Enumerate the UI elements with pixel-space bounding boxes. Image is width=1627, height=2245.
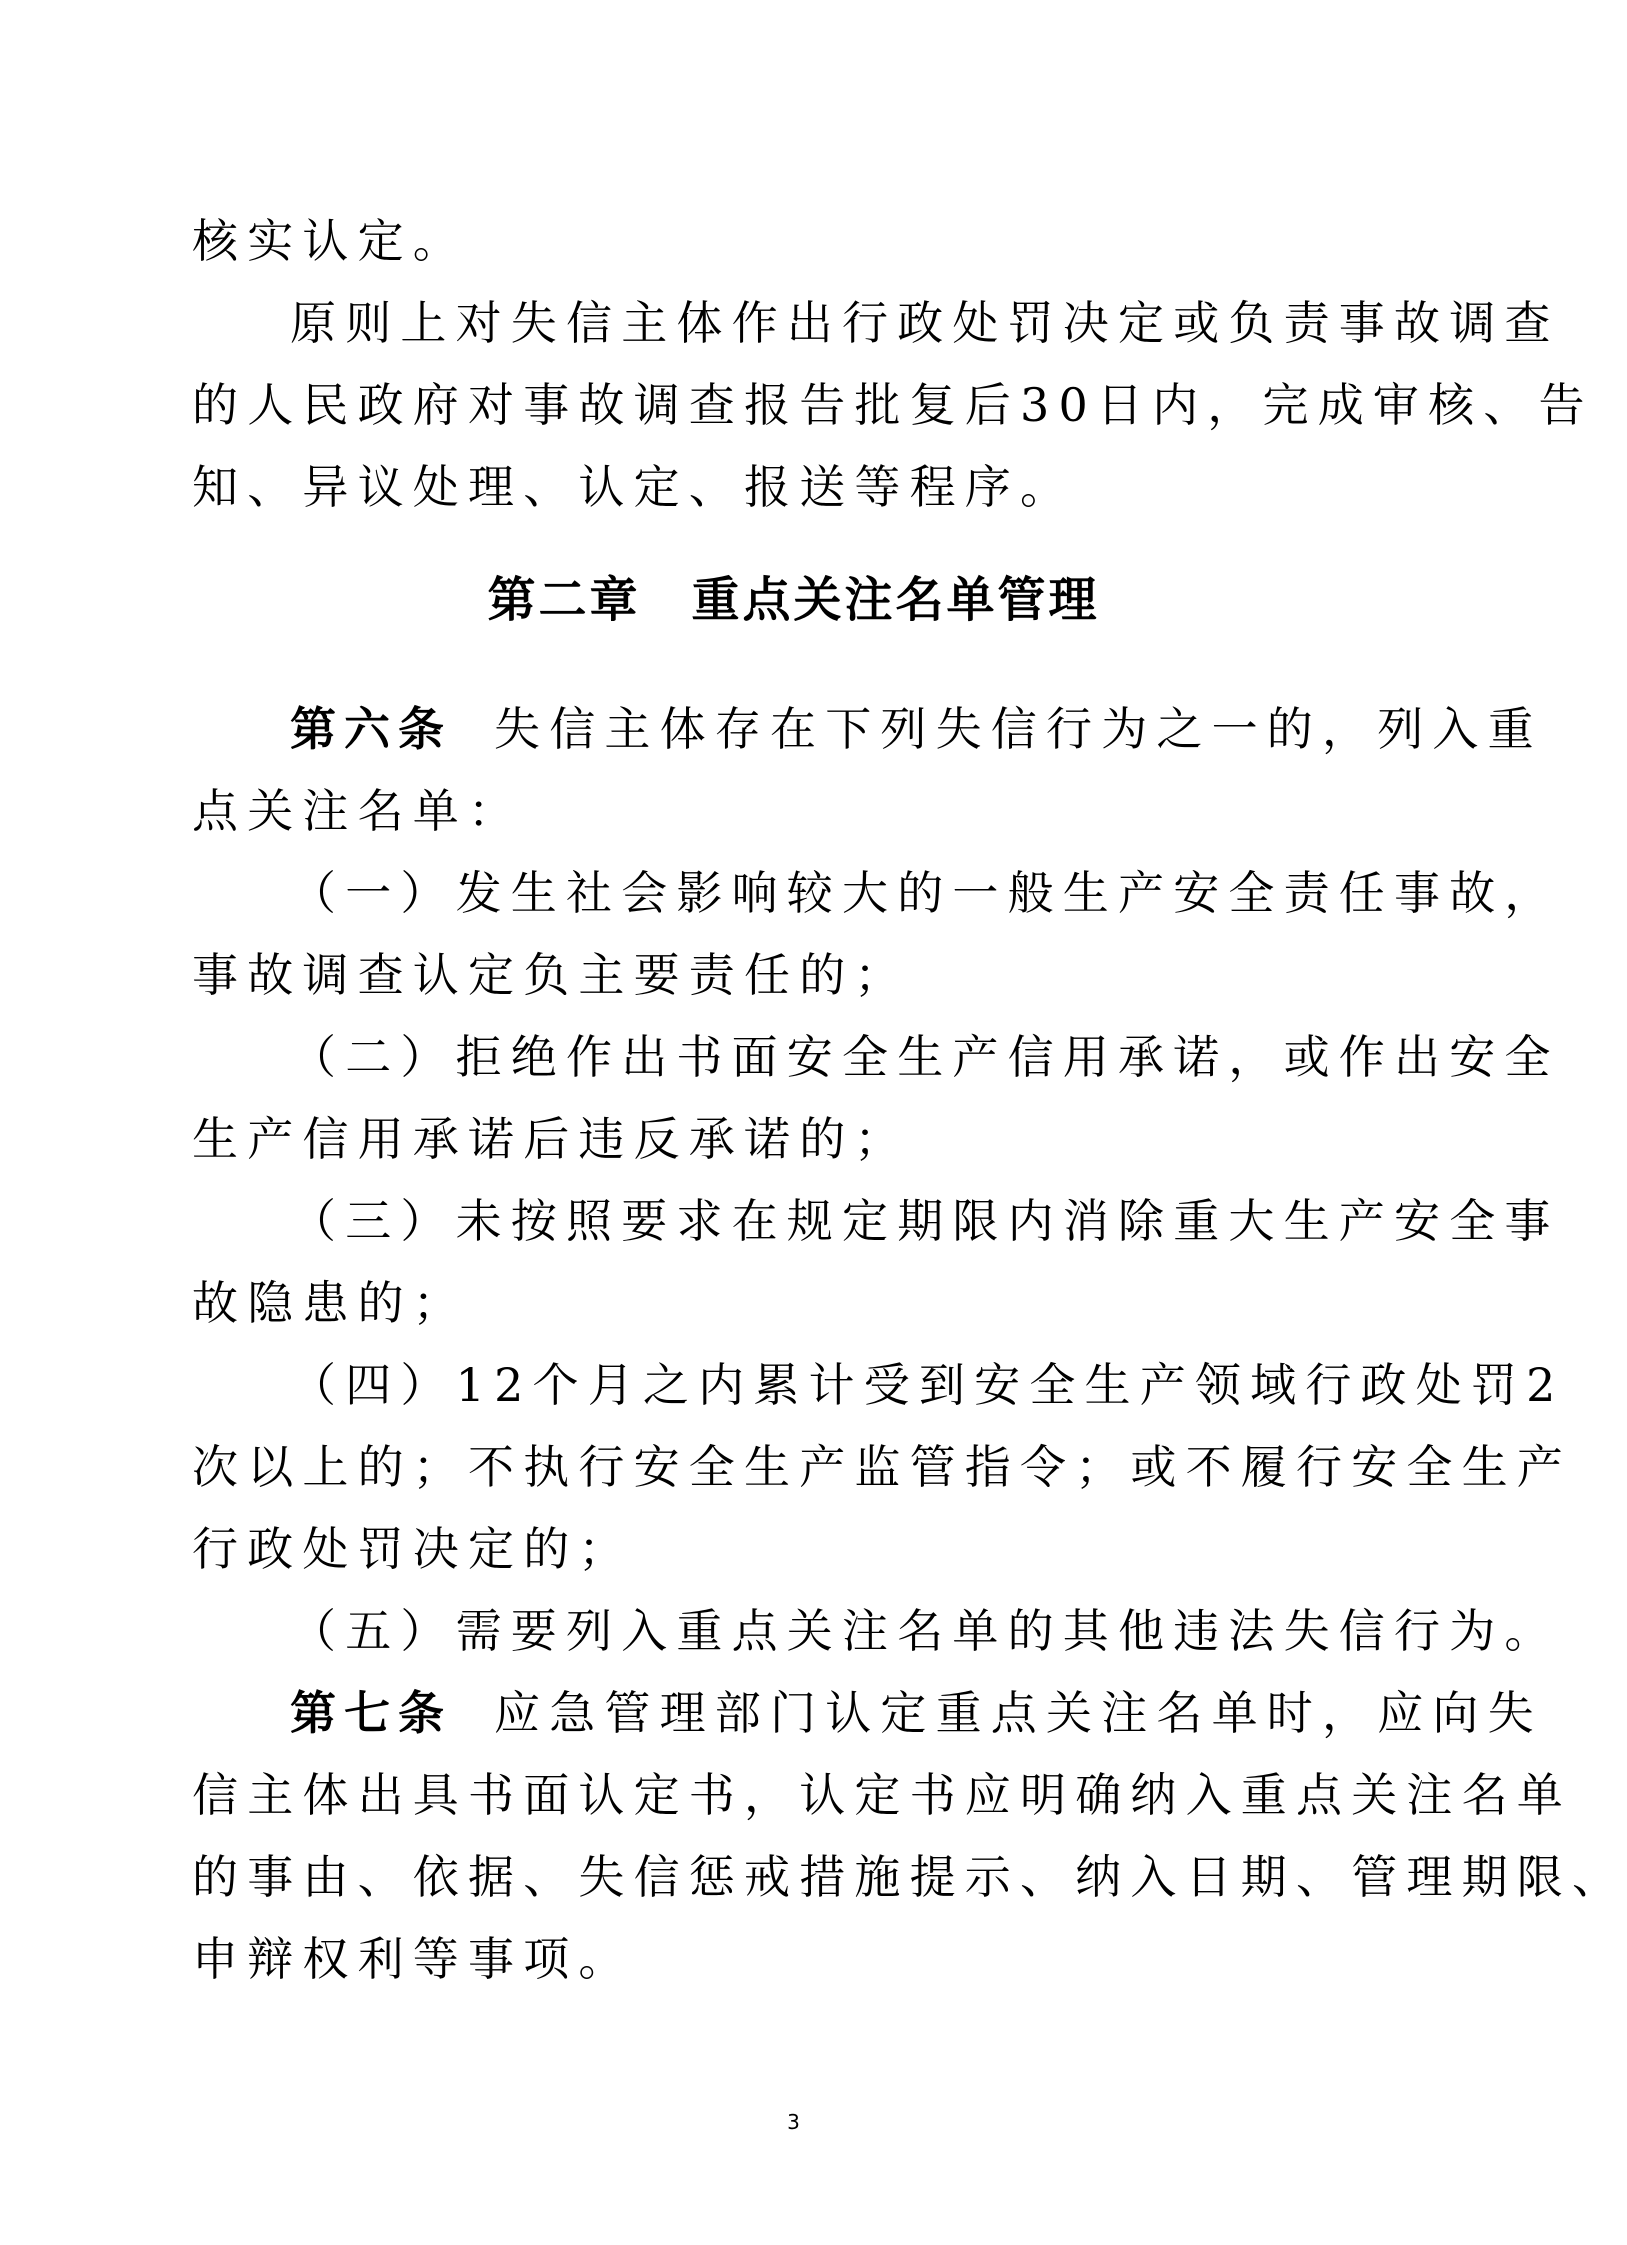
list-item-continuation: 次以上的；不执行安全生产监管指令；或不履行安全生产 <box>192 1440 1572 1494</box>
article-seven-text: 应急管理部门认定重点关注名单时，应向失 <box>494 1686 1543 1740</box>
article-six-line <box>290 688 1543 770</box>
paragraph-line: 信主体出具书面认定书，认定书应明确纳入重点关注名单 <box>192 1768 1572 1822</box>
page-number: 3 <box>787 2110 800 2134</box>
paragraph-line: 申辩权利等事项。 <box>192 1932 634 1986</box>
chapter-title: 第二章 重点关注名单管理 <box>487 572 1100 628</box>
article-seven-label: 第七条 <box>290 1686 452 1740</box>
list-item-continuation: 事故调查认定负主要责任的； <box>192 948 910 1002</box>
list-item: （二）拒绝作出书面安全生产信用承诺，或作出安全 <box>290 1030 1560 1084</box>
article-six-text: 失信主体存在下列失信行为之一的，列入重 <box>494 702 1543 756</box>
list-item-continuation: 行政处罚决定的； <box>192 1522 634 1576</box>
paragraph-line: 点关注名单： <box>192 784 524 838</box>
list-item-continuation: 故隐患的； <box>192 1276 468 1330</box>
list-item: （四）12个月之内累计受到安全生产领域行政处罚2 <box>290 1358 1565 1412</box>
list-item: （五）需要列入重点关注名单的其他违法失信行为。 <box>290 1604 1560 1658</box>
article-seven-line <box>290 1672 1543 1754</box>
paragraph-line: 核实认定。 <box>192 214 468 268</box>
paragraph-line: 知、异议处理、认定、报送等程序。 <box>192 460 1076 514</box>
list-item: （三）未按照要求在规定期限内消除重大生产安全事 <box>290 1194 1560 1248</box>
list-item-continuation: 生产信用承诺后违反承诺的； <box>192 1112 910 1166</box>
paragraph-line: 原则上对失信主体作出行政处罚决定或负责事故调查 <box>290 296 1560 350</box>
paragraph-line: 的人民政府对事故调查报告批复后30日内，完成审核、告 <box>192 378 1594 432</box>
list-item: （一）发生社会影响较大的一般生产安全责任事故， <box>290 866 1560 920</box>
paragraph-line: 的事由、依据、失信惩戒措施提示、纳入日期、管理期限、 <box>192 1850 1627 1904</box>
article-six-label: 第六条 <box>290 702 452 756</box>
